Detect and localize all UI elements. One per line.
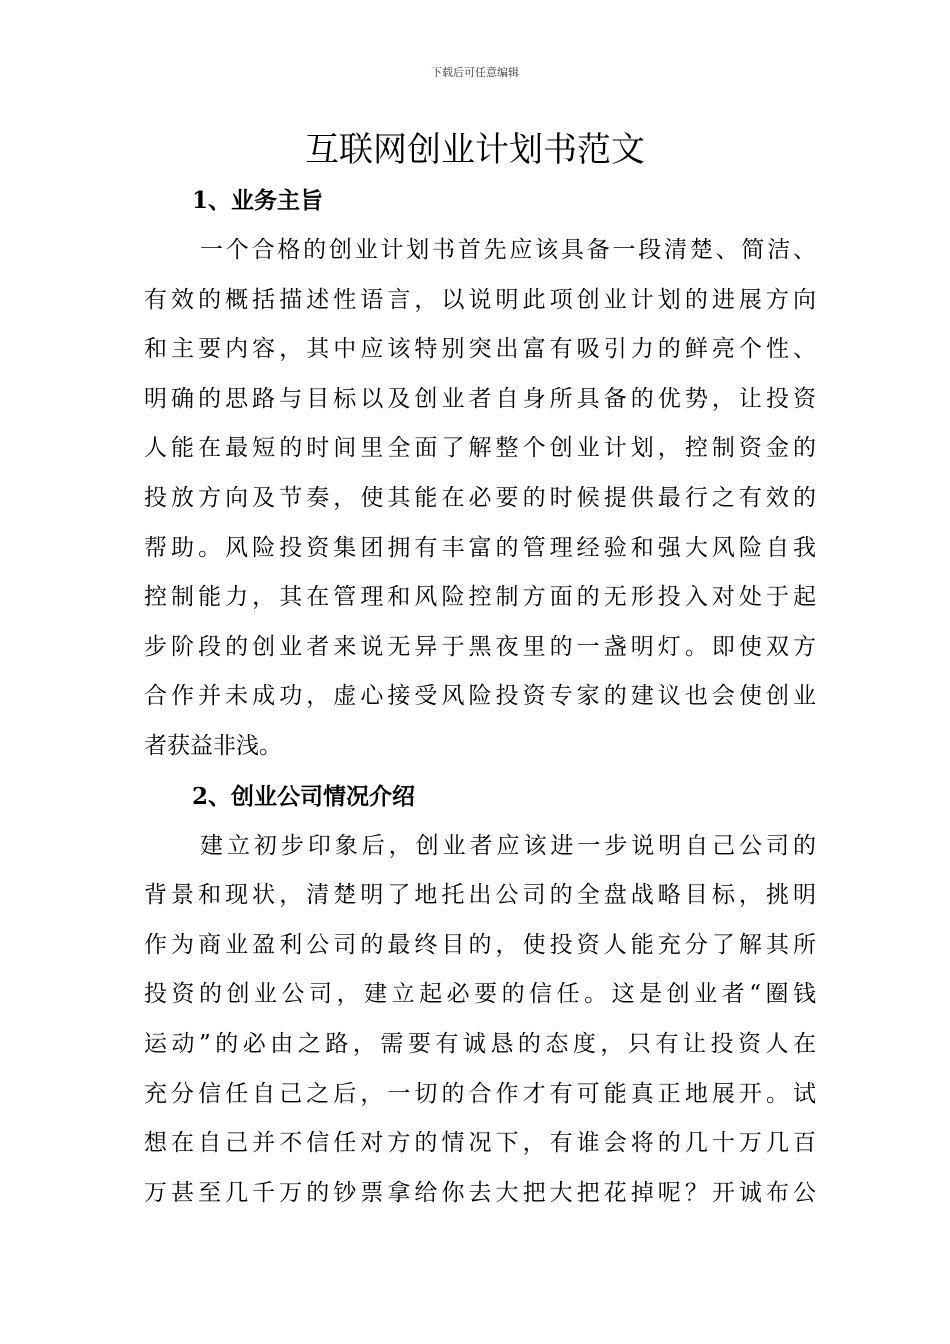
document-title: 互联网创业计划书范文 — [305, 130, 645, 170]
text-line: 投资的创业公司，建立起必要的信任。这是创业者“圈钱 — [144, 981, 816, 1008]
header-note: 下载后可任意编辑 — [431, 66, 519, 79]
text-line: 和主要内容，其中应该特别突出富有吸引力的鲜亮个性、 — [144, 336, 816, 363]
text-line: 建立初步印象后，创业者应该进一步说明自己公司的 — [200, 832, 816, 859]
text-line: 帮助。风险投资集团拥有丰富的管理经验和强大风险自我 — [144, 534, 816, 561]
text-line: 投放方向及节奏，使其能在必要的时候提供最行之有效的 — [144, 484, 816, 511]
text-line: 有效的概括描述性语言，以说明此项创业计划的进展方向 — [144, 286, 816, 313]
document-body — [144, 176, 816, 1218]
text-line: 作为商业盈利公司的最终目的，使投资人能充分了解其所 — [144, 931, 816, 958]
section-heading-company-intro: 2、创业公司情况介绍 — [192, 782, 416, 810]
text-line: 万甚至几千万的钞票拿给你去大把大把花掉呢？开诚布公 — [144, 1179, 816, 1206]
text-line: 明确的思路与目标以及创业者自身所具备的优势，让投资 — [144, 385, 816, 412]
text-line: 者获益非浅。 — [144, 732, 282, 759]
text-line: 一个合格的创业计划书首先应该具备一段清楚、简洁、 — [200, 237, 816, 263]
text-line: 想在自己并不信任对方的情况下，有谁会将的几十万几百 — [144, 1130, 816, 1157]
text-line: 合作并未成功，虚心接受风险投资专家的建议也会使创业 — [144, 683, 816, 710]
section-paragraph-company-intro — [144, 822, 816, 1219]
section-heading-business-purpose: 1、业务主旨 — [192, 187, 324, 214]
text-line: 步阶段的创业者来说无异于黑夜里的一盏明灯。即使双方 — [144, 633, 816, 660]
section-paragraph-business-purpose — [144, 226, 816, 772]
text-line: 控制能力，其在管理和风险控制方面的无形投入对处于起 — [144, 584, 816, 611]
text-line: 运动”的必由之路，需要有诚恳的态度，只有让投资人在 — [144, 1030, 816, 1057]
text-line: 背景和现状，清楚明了地托出公司的全盘战略目标，挑明 — [144, 882, 816, 909]
text-line: 充分信任自己之后，一切的合作才有可能真正地展开。试 — [144, 1080, 816, 1107]
text-line: 人能在最短的时间里全面了解整个创业计划，控制资金的 — [144, 435, 816, 462]
